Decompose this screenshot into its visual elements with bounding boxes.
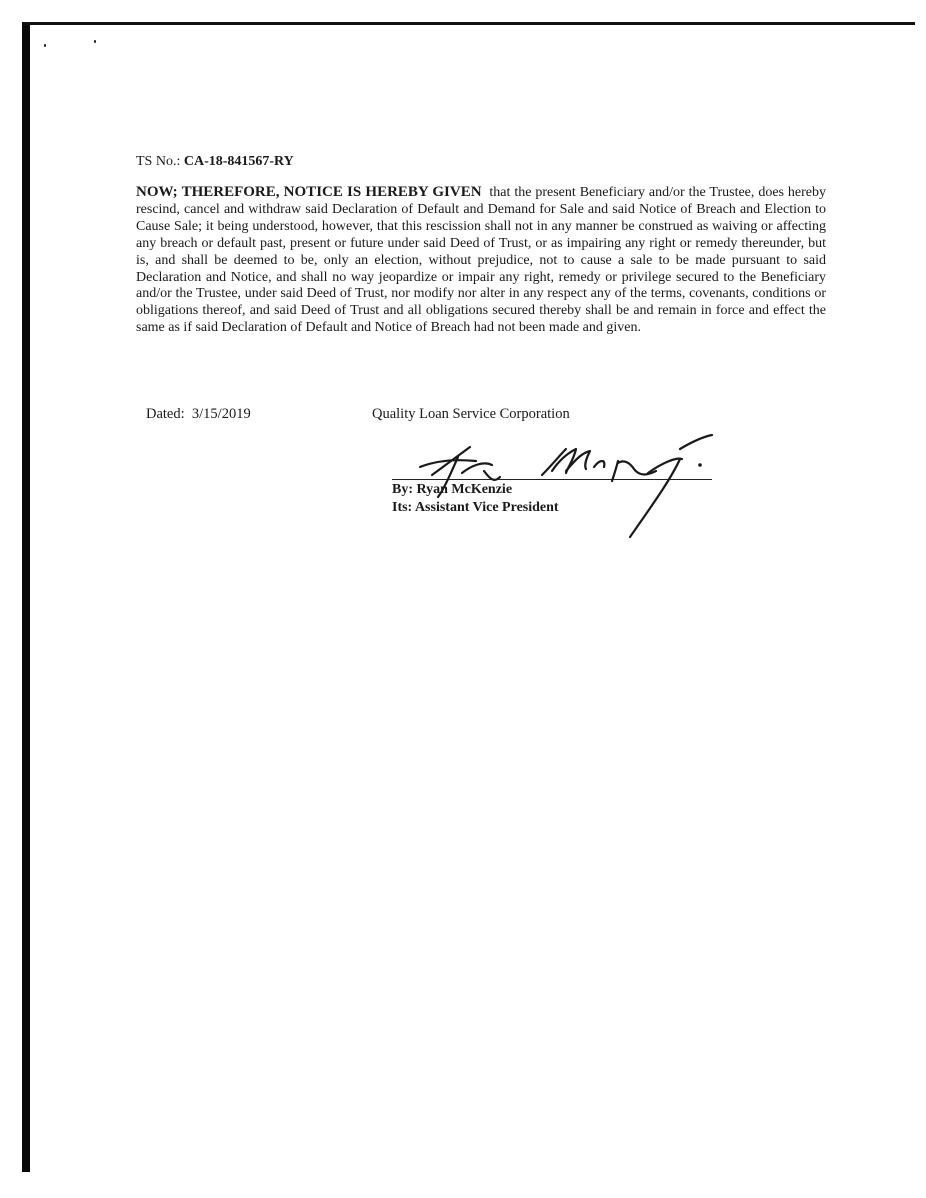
scan-left-edge	[22, 22, 30, 1172]
handwritten-signature	[380, 425, 730, 545]
dated-line	[146, 405, 251, 423]
scan-speck	[94, 40, 96, 43]
ts-label: TS No.:	[136, 154, 181, 169]
scan-speck	[44, 44, 46, 47]
dated-label: Dated:	[146, 406, 185, 422]
notice-lead: NOW; THEREFORE, NOTICE IS HEREBY GIVEN	[136, 184, 482, 200]
scan-top-edge	[22, 22, 915, 25]
signer-title: Its: Assistant Vice President	[392, 500, 559, 515]
signature-dot	[698, 463, 702, 467]
signer-name: By: Ryan McKenzie	[392, 482, 513, 497]
ts-number: CA-18-841567-RY	[183, 154, 294, 169]
dated-value: 3/15/2019	[191, 406, 251, 422]
company-name: Quality Loan Service Corporation	[372, 406, 570, 422]
notice-body	[136, 184, 826, 337]
notice-text: that the present Beneficiary and/or the Trustee, does hereby rescind, cancel and withdraw said Declaration of Default and Demand for Sale and said Notice of Breach and Election to Cause Sale; it being understood, however, that this rescission shall not in any manner be construed as waiving or affecting any breach or default past, present or future under said Deed of Trust, or as impairing any right or remedy thereunder, but is, and shall be deemed to be, only an election, without prejudice, not to cause a sale to be made pursuant to said Declaration and Notice, and shall no way jeopardize or impair any right, remedy or privilege secured to the Beneficiary and/or the Trustee, under said Deed of Trust, nor modify nor alter in any respect any of the terms, covenants, conditions or obligations thereof, and said Deed of Trust and all obligations secured thereby shall be and remain in force and effect the same as if said Declaration of Default and Notice of Breach had not been made and given.	[136, 185, 826, 336]
ts-line	[136, 153, 294, 171]
